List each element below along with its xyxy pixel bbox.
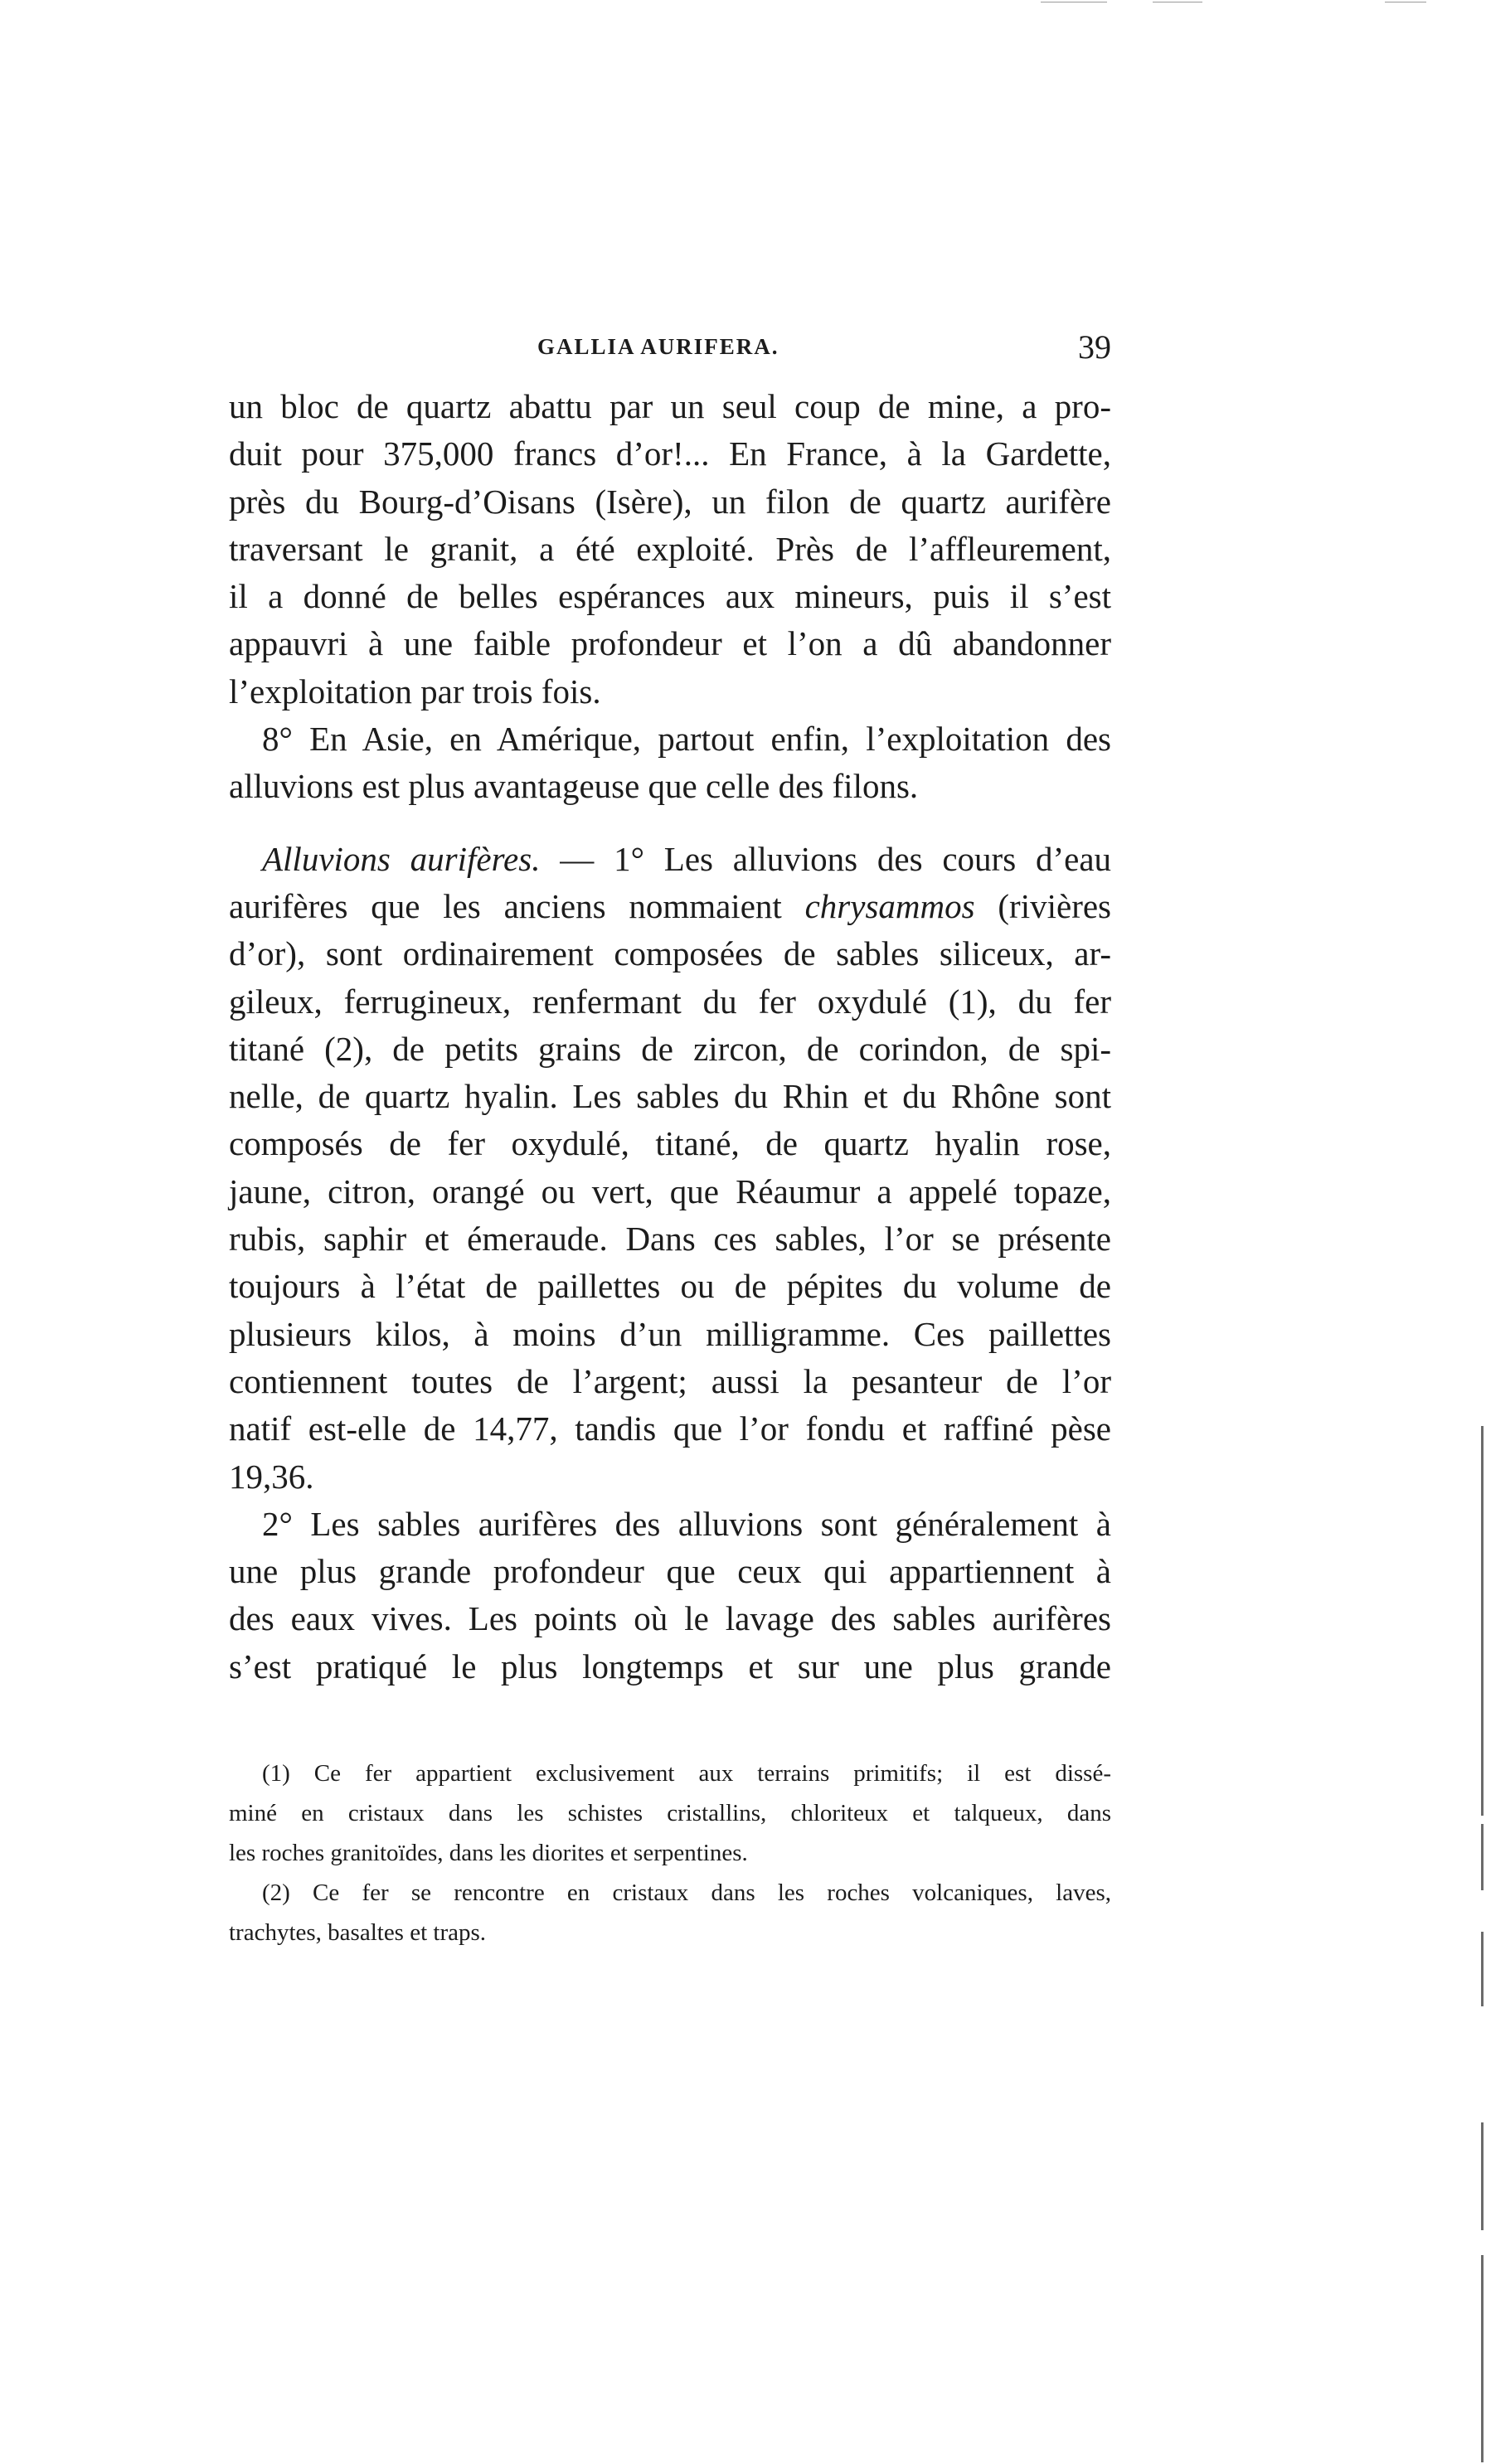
section-line [229,836,1111,883]
text-line: titané (2), de petits grains de zircon, de corindon, de spi- [229,1029,1111,1068]
text-line: alluvions est plus avantageuse que celle des filons. [229,767,919,806]
text-line: appauvri à une faible profondeur et l’on a dû abandonner [229,624,1111,663]
text-line: une plus grande profondeur que ceux qui appartiennent à [229,1552,1111,1591]
footnote-line: miné en cristaux dans les schistes cristallins, chloriteux et talqueux, dans [229,1800,1111,1826]
text-line: natif est-elle de 14,77, tandis que l’or fondu et raffiné pèse [229,1409,1111,1448]
gutter-bar [1481,1932,1484,2006]
text-line: toujours à l’état de paillettes ou de pépites du volume de [229,1267,1111,1306]
term-chrysammos: chrysammos [804,886,975,925]
running-head: GALLIA AURIFERA. [537,334,779,359]
text-segment: 1° Les alluvions des cours d’eau [614,839,1112,878]
text-line: il a donné de belles espérances aux mineurs, puis il s’est [229,577,1111,616]
footnote-line: (2) Ce fer se rencontre en cristaux dans les roches volcaniques, laves, [262,1880,1111,1906]
text-line: un bloc de quartz abattu par un seul coup de mine, a pro- [229,387,1111,425]
footnote-line: trachytes, basaltes et traps. [229,1919,487,1946]
gutter-bar [1481,2255,1484,2462]
text-line: contiennent toutes de l’argent; aussi la pesanteur de l’or [229,1361,1111,1400]
text-line: d’or), sont ordinairement composées de sables siliceux, ar- [229,934,1111,973]
text-line: l’exploitation par trois fois. [229,672,601,711]
text-line [229,883,1111,930]
text-line: des eaux vives. Les points où le lavage des sables aurifères [229,1599,1111,1638]
text-line: près du Bourg-d’Oisans (Isère), un filon de quartz aurifère [229,482,1111,521]
text-line: jaune, citron, orangé ou vert, que Réaumur a appelé topaze, [229,1171,1111,1210]
page-number: 39 [1078,328,1111,366]
footnote-line: les roches granitoïdes, dans les diorites et serpentines. [229,1840,748,1866]
text-line: 2° Les sables aurifères des alluvions sont généralement à [262,1504,1111,1543]
footnote-line: (1) Ce fer appartient exclusivement aux terrains primitifs; il est dissé- [262,1760,1111,1787]
text-line: gileux, ferrugineux, renfermant du fer oxydulé (1), du fer [229,982,1111,1021]
gutter-bar [1481,1824,1484,1890]
page-header [229,327,1111,369]
text-line: duit pour 375,000 francs d’or!... En France, à la Gardette, [229,434,1111,473]
text-line: s’est pratiqué le plus longtemps et sur une plus grande [229,1647,1111,1686]
text-line: 8° En Asie, en Amérique, partout enfin, l’exploitation des [262,720,1111,759]
text-line: composés de fer oxydulé, titané, de quartz hyalin rose, [229,1124,1111,1163]
main-text [229,383,1111,1690]
text-segment: aurifères que les anciens nommaient [229,886,782,925]
section-heading: Alluvions aurifères. [262,839,541,878]
gutter-bar [1481,2122,1484,2230]
gutter-bar [1481,1426,1484,1816]
text-line: nelle, de quartz hyalin. Les sables du Rhin et du Rhône sont [229,1077,1111,1116]
text-line: traversant le granit, a été exploité. Près de l’affleurement, [229,529,1111,568]
text-segment: (rivières [998,886,1111,925]
footnotes [229,1753,1111,1952]
text-line: plusieurs kilos, à moins d’un milligramme. Ces paillettes [229,1314,1111,1353]
text-line: 19,36. [229,1457,314,1496]
text-line: rubis, saphir et émeraude. Dans ces sables, l’or se présente [229,1220,1111,1259]
dash: — [560,839,595,878]
